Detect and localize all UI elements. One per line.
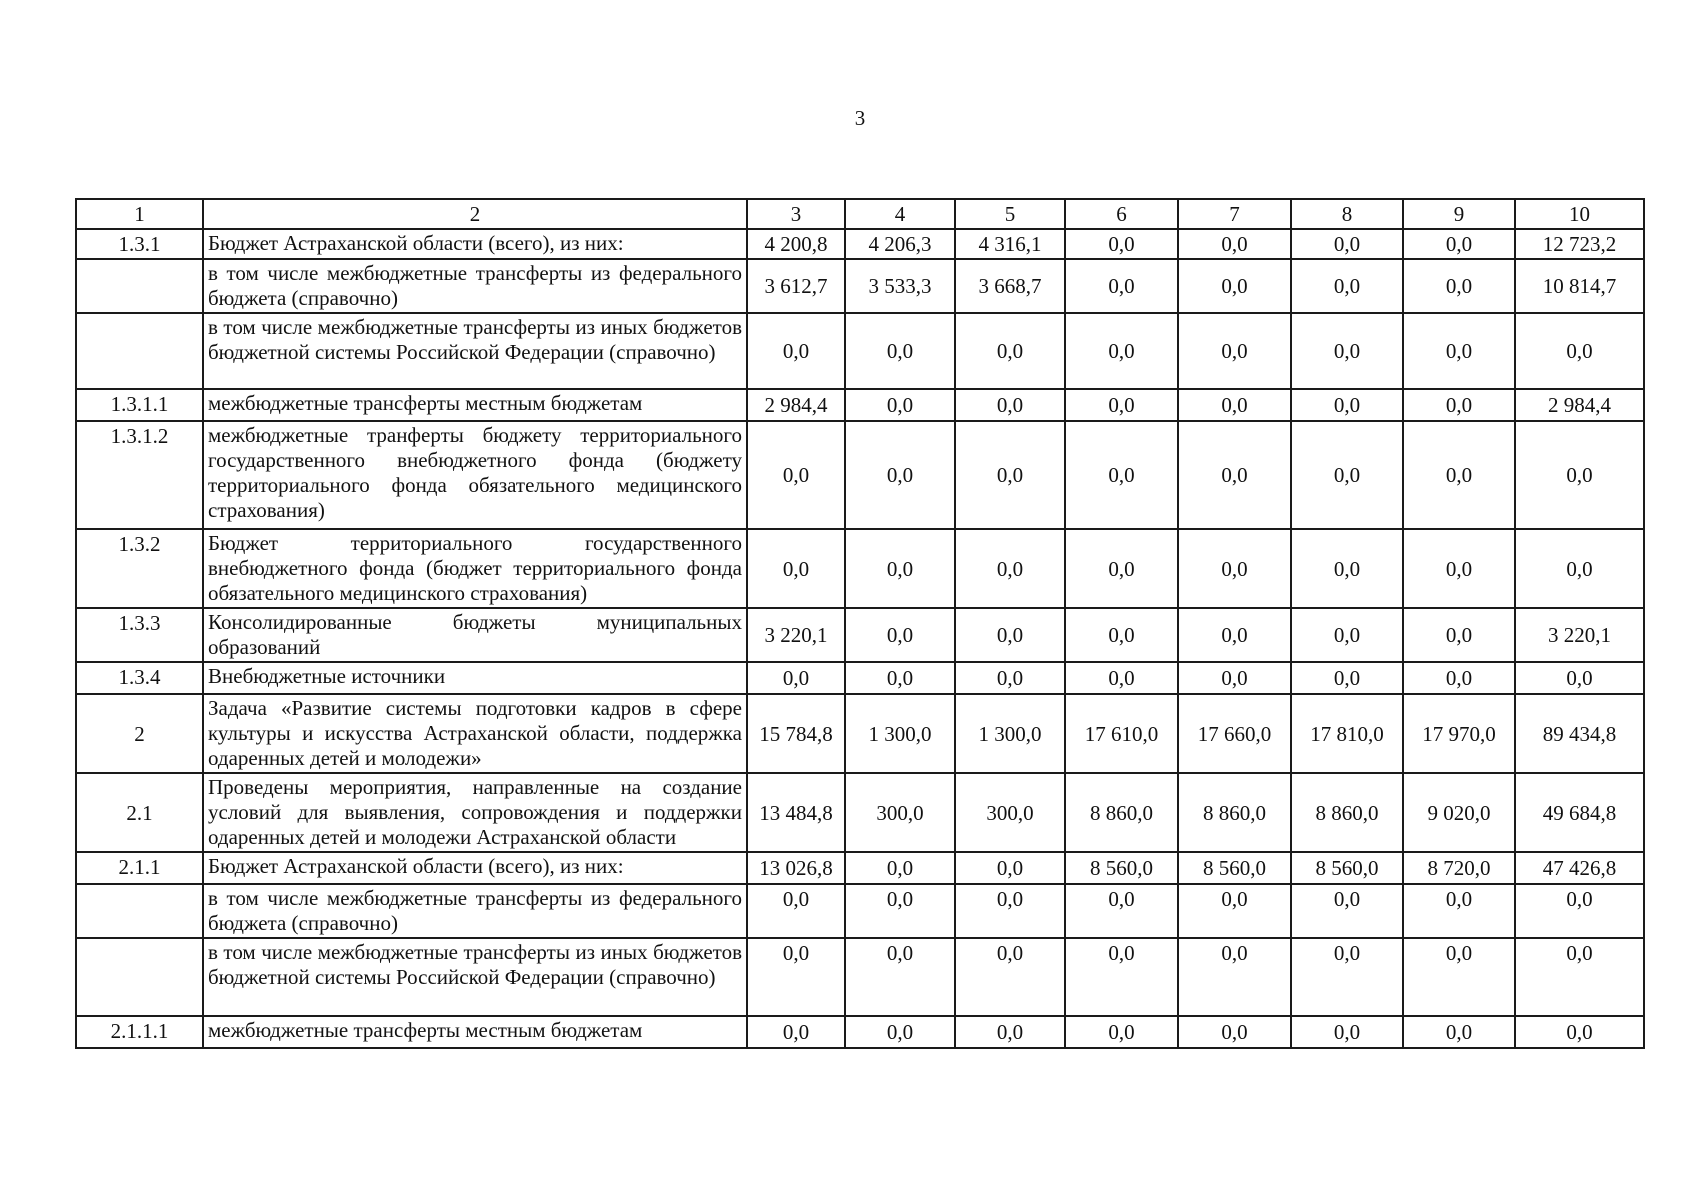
row-value-cell: 1 300,0 [955,694,1065,773]
row-value-cell: 3 612,7 [747,259,845,313]
row-code-cell: 2.1.1 [76,852,203,884]
row-code-cell: 1.3.2 [76,529,203,608]
table-header-row [76,199,1644,229]
row-value-cell: 0,0 [1291,421,1403,529]
row-value-cell: 17 810,0 [1291,694,1403,773]
table-row [76,421,1644,529]
row-value-cell: 8 560,0 [1291,852,1403,884]
row-value-cell: 0,0 [955,608,1065,662]
row-value-cell: 9 020,0 [1403,773,1515,852]
row-value-cell: 0,0 [845,421,955,529]
row-code-cell [76,938,203,1016]
row-value-cell: 0,0 [1515,529,1644,608]
row-value-cell: 0,0 [1065,259,1178,313]
row-value-cell: 4 316,1 [955,229,1065,259]
row-value-cell: 0,0 [1178,529,1291,608]
header-cell: 2 [203,199,747,229]
row-value-cell: 0,0 [955,938,1065,1016]
row-description-cell: в том числе межбюджетные трансферты из иных бюджетов бюджетной системы Российской Федерации (справочно) [203,938,747,1016]
row-value-cell: 0,0 [845,884,955,938]
table-row [76,529,1644,608]
row-value-cell: 0,0 [955,529,1065,608]
row-value-cell: 4 200,8 [747,229,845,259]
row-value-cell: 17 610,0 [1065,694,1178,773]
row-value-cell: 0,0 [1403,884,1515,938]
row-code-cell: 1.3.1.2 [76,421,203,529]
row-code-cell: 1.3.1.1 [76,389,203,421]
row-value-cell: 0,0 [1403,529,1515,608]
row-code-cell: 1.3.1 [76,229,203,259]
header-cell: 7 [1178,199,1291,229]
row-code-cell [76,313,203,389]
row-value-cell: 0,0 [1403,421,1515,529]
row-value-cell: 0,0 [1178,884,1291,938]
row-value-cell: 8 860,0 [1178,773,1291,852]
row-value-cell: 13 026,8 [747,852,845,884]
row-value-cell: 0,0 [1403,313,1515,389]
row-value-cell: 0,0 [845,389,955,421]
row-code-cell: 2.1 [76,773,203,852]
row-value-cell: 47 426,8 [1515,852,1644,884]
table-row [76,852,1644,884]
row-value-cell: 0,0 [1291,229,1403,259]
row-value-cell: 0,0 [1065,229,1178,259]
row-value-cell: 0,0 [955,421,1065,529]
row-value-cell: 0,0 [747,313,845,389]
row-value-cell: 0,0 [1403,229,1515,259]
table-row [76,313,1644,389]
table-row [76,773,1644,852]
budget-table [75,198,1645,1049]
row-value-cell: 0,0 [845,313,955,389]
row-code-cell: 1.3.3 [76,608,203,662]
row-code-cell: 2.1.1.1 [76,1016,203,1048]
row-description-cell: Бюджет территориального государственного внебюджетного фонда (бюджет территориального фонда обязательного медицинского страхования) [203,529,747,608]
row-value-cell: 0,0 [1178,608,1291,662]
row-value-cell: 0,0 [747,1016,845,1048]
row-value-cell: 0,0 [845,938,955,1016]
row-value-cell: 0,0 [1403,938,1515,1016]
row-value-cell: 0,0 [1065,529,1178,608]
row-value-cell: 4 206,3 [845,229,955,259]
row-value-cell: 0,0 [1291,662,1403,694]
row-value-cell: 0,0 [1065,608,1178,662]
row-value-cell: 300,0 [955,773,1065,852]
row-value-cell: 49 684,8 [1515,773,1644,852]
table-row [76,884,1644,938]
row-value-cell: 17 660,0 [1178,694,1291,773]
row-value-cell: 12 723,2 [1515,229,1644,259]
row-value-cell: 0,0 [1403,662,1515,694]
row-value-cell: 0,0 [1065,421,1178,529]
row-value-cell: 0,0 [1291,389,1403,421]
row-value-cell: 0,0 [1515,1016,1644,1048]
row-description-cell: Проведены мероприятия, направленные на создание условий для выявления, сопровождения и поддержки одаренных детей и молодежи Астраханской области [203,773,747,852]
row-description-cell: в том числе межбюджетные трансферты из федерального бюджета (справочно) [203,259,747,313]
row-description-cell: Бюджет Астраханской области (всего), из них: [203,852,747,884]
row-code-cell: 1.3.4 [76,662,203,694]
row-value-cell: 3 220,1 [747,608,845,662]
row-value-cell: 0,0 [845,1016,955,1048]
row-value-cell: 0,0 [1291,529,1403,608]
row-value-cell: 0,0 [1515,421,1644,529]
table-row [76,938,1644,1016]
header-cell: 1 [76,199,203,229]
row-value-cell: 0,0 [1403,389,1515,421]
row-value-cell: 0,0 [747,662,845,694]
row-value-cell: 15 784,8 [747,694,845,773]
row-value-cell: 17 970,0 [1403,694,1515,773]
page-number: 3 [854,106,866,130]
table-row [76,389,1644,421]
row-value-cell: 300,0 [845,773,955,852]
row-value-cell: 0,0 [1403,1016,1515,1048]
row-description-cell: межбюджетные трансферты местным бюджетам [203,389,747,421]
row-value-cell: 0,0 [955,313,1065,389]
row-value-cell: 3 668,7 [955,259,1065,313]
row-value-cell: 0,0 [1065,938,1178,1016]
header-cell: 10 [1515,199,1644,229]
row-value-cell: 0,0 [1065,884,1178,938]
row-value-cell: 89 434,8 [1515,694,1644,773]
row-value-cell: 0,0 [1065,662,1178,694]
row-value-cell: 0,0 [1065,313,1178,389]
row-value-cell: 0,0 [1403,608,1515,662]
row-value-cell: 0,0 [1291,884,1403,938]
row-value-cell: 0,0 [1515,662,1644,694]
row-value-cell: 0,0 [747,529,845,608]
row-value-cell: 8 860,0 [1291,773,1403,852]
row-code-cell: 2 [76,694,203,773]
row-description-cell: Задача «Развитие системы подготовки кадров в сфере культуры и искусства Астраханской области, поддержка одаренных детей и молодежи» [203,694,747,773]
row-description-cell: Консолидированные бюджеты муниципальных образований [203,608,747,662]
row-value-cell: 0,0 [1178,389,1291,421]
row-description-cell: Бюджет Астраханской области (всего), из них: [203,229,747,259]
row-value-cell: 3 220,1 [1515,608,1644,662]
row-value-cell: 0,0 [955,662,1065,694]
row-value-cell: 13 484,8 [747,773,845,852]
row-value-cell: 2 984,4 [747,389,845,421]
row-value-cell: 0,0 [1178,662,1291,694]
row-value-cell: 0,0 [1515,938,1644,1016]
row-value-cell: 0,0 [1065,1016,1178,1048]
row-value-cell: 0,0 [955,852,1065,884]
row-value-cell: 0,0 [1515,313,1644,389]
row-value-cell: 0,0 [845,662,955,694]
row-value-cell: 0,0 [1178,259,1291,313]
row-value-cell: 2 984,4 [1515,389,1644,421]
row-value-cell: 0,0 [845,529,955,608]
row-value-cell: 0,0 [1291,1016,1403,1048]
row-value-cell: 10 814,7 [1515,259,1644,313]
row-value-cell: 0,0 [747,884,845,938]
header-cell: 9 [1403,199,1515,229]
row-value-cell: 1 300,0 [845,694,955,773]
row-value-cell: 0,0 [845,608,955,662]
table-row [76,662,1644,694]
row-value-cell: 8 560,0 [1178,852,1291,884]
row-value-cell: 0,0 [1403,259,1515,313]
row-value-cell: 0,0 [955,1016,1065,1048]
row-value-cell: 0,0 [1065,389,1178,421]
row-value-cell: 0,0 [1291,259,1403,313]
header-cell: 8 [1291,199,1403,229]
table-row [76,608,1644,662]
row-description-cell: межбюджетные транферты бюджету территориального государственного внебюджетного фонда (бюджету территориального фонда обязательного медицинского страхования) [203,421,747,529]
row-description-cell: в том числе межбюджетные трансферты из федерального бюджета (справочно) [203,884,747,938]
row-value-cell: 0,0 [1178,313,1291,389]
header-cell: 4 [845,199,955,229]
header-cell: 6 [1065,199,1178,229]
row-value-cell: 8 560,0 [1065,852,1178,884]
row-code-cell [76,259,203,313]
row-value-cell: 0,0 [1178,229,1291,259]
row-value-cell: 8 860,0 [1065,773,1178,852]
table-row [76,1016,1644,1048]
row-value-cell: 0,0 [747,938,845,1016]
row-description-cell: Внебюджетные источники [203,662,747,694]
row-value-cell: 0,0 [1291,313,1403,389]
table-row [76,229,1644,259]
row-value-cell: 8 720,0 [1403,852,1515,884]
row-value-cell: 0,0 [1291,608,1403,662]
row-value-cell: 0,0 [1178,938,1291,1016]
row-value-cell: 0,0 [955,884,1065,938]
row-value-cell: 0,0 [1178,421,1291,529]
header-cell: 5 [955,199,1065,229]
table-row [76,694,1644,773]
row-value-cell: 0,0 [747,421,845,529]
row-description-cell: межбюджетные трансферты местным бюджетам [203,1016,747,1048]
row-value-cell: 3 533,3 [845,259,955,313]
row-value-cell: 0,0 [1291,938,1403,1016]
table-row [76,259,1644,313]
row-value-cell: 0,0 [955,389,1065,421]
row-description-cell: в том числе межбюджетные трансферты из иных бюджетов бюджетной системы Российской Федерации (справочно) [203,313,747,389]
row-value-cell: 0,0 [845,852,955,884]
row-value-cell: 0,0 [1178,1016,1291,1048]
row-code-cell [76,884,203,938]
header-cell: 3 [747,199,845,229]
row-value-cell: 0,0 [1515,884,1644,938]
